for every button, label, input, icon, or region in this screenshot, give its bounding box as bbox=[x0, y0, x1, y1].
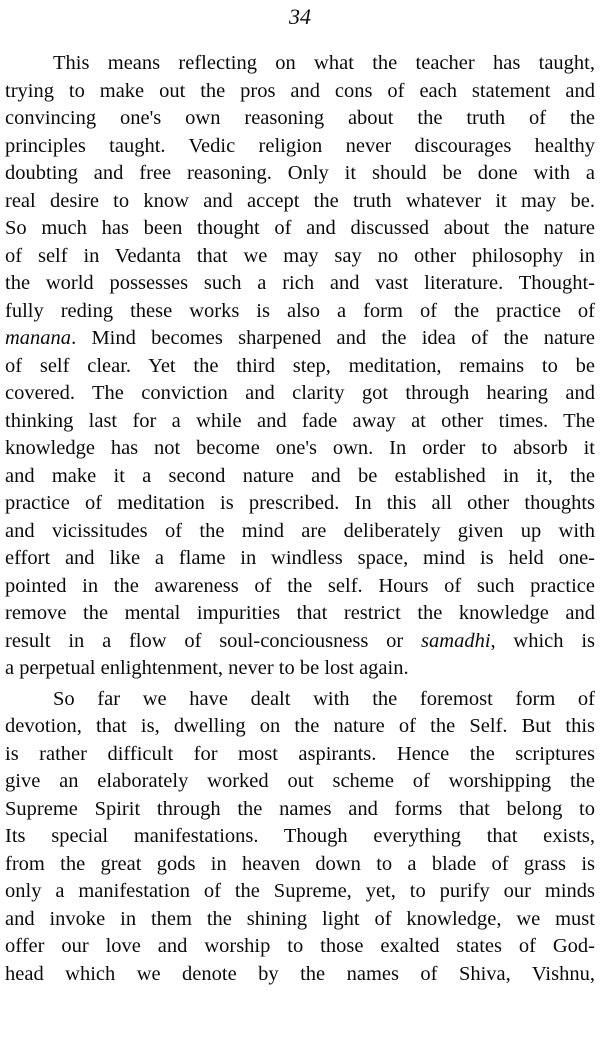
text-run: give an elaborately worked out scheme of worshipping the bbox=[5, 770, 595, 792]
text-run: result in a flow of soul-conciousness or bbox=[5, 629, 422, 652]
text-run: and vicissitudes of the mind are deliberately given up with bbox=[5, 519, 595, 542]
text-line bbox=[5, 133, 595, 161]
text-run: So far we have dealt with the foremost form of bbox=[53, 687, 595, 710]
text-run: Supreme Spirit through the names and forms that belong to bbox=[5, 797, 595, 820]
text-line bbox=[5, 823, 595, 851]
italic-term: manana bbox=[5, 327, 72, 349]
text-line bbox=[5, 325, 595, 353]
text-run: the world possesses such a rich and vast literature. Thought- bbox=[5, 272, 595, 294]
text-run: This means reflecting on what the teacher has taught, bbox=[53, 52, 595, 74]
paragraph bbox=[5, 686, 595, 989]
text-run: trying to make out the pros and cons of each statement and bbox=[5, 79, 595, 102]
text-run: knowledge has not become one's own. In order to absorb it bbox=[5, 437, 595, 459]
text-line bbox=[5, 628, 595, 656]
text-run: , which is bbox=[490, 629, 595, 652]
text-run: principles taught. Vedic religion never discourages healthy bbox=[5, 134, 595, 157]
text-line bbox=[5, 408, 595, 436]
text-run: and make it a second nature and be established in it, the bbox=[5, 464, 595, 487]
text-run: pointed in the awareness of the self. Hours of such practice bbox=[5, 574, 595, 597]
text-line bbox=[5, 435, 595, 463]
text-run: is rather difficult for most aspirants. Hence the scriptures bbox=[5, 742, 595, 765]
text-run: thinking last for a while and fade away at other times. The bbox=[5, 409, 595, 432]
text-line bbox=[5, 796, 595, 824]
text-run: real desire to know and accept the truth whatever it may be. bbox=[5, 189, 595, 212]
text-run: from the great gods in heaven down to a blade of grass is bbox=[5, 852, 595, 875]
text-line bbox=[5, 50, 595, 78]
text-run: fully reding these works is also a form of the practice of bbox=[5, 299, 595, 322]
text-line bbox=[5, 380, 595, 408]
text-line bbox=[5, 768, 595, 796]
text-run: . Mind becomes sharpened and the idea of the nature bbox=[71, 327, 595, 349]
text-line bbox=[5, 490, 595, 518]
text-line bbox=[5, 188, 595, 216]
text-line bbox=[5, 105, 595, 133]
text-line bbox=[5, 573, 595, 601]
text-line bbox=[5, 353, 595, 381]
italic-term: samadhi bbox=[421, 629, 491, 652]
text-run: of self in Vedanta that we may say no other philosophy in bbox=[5, 244, 595, 267]
text-line bbox=[5, 298, 595, 326]
text-run: devotion, that is, dwelling on the nature of the Self. But this bbox=[5, 715, 595, 737]
text-run: offer our love and worship to those exalted states of God- bbox=[5, 935, 595, 957]
text-line bbox=[5, 270, 595, 298]
text-run: Its special manifestations. Though everything that exists, bbox=[5, 825, 595, 847]
text-line bbox=[5, 518, 595, 546]
text-line bbox=[5, 600, 595, 628]
text-line bbox=[5, 851, 595, 879]
text-run: head which we denote by the names of Shiva, Vishnu, bbox=[5, 962, 595, 985]
paragraph bbox=[5, 50, 595, 683]
page-number: 34 bbox=[289, 4, 311, 29]
text-line bbox=[5, 686, 595, 714]
text-run: practice of meditation is prescribed. In this all other thoughts bbox=[5, 492, 595, 514]
text-line bbox=[5, 243, 595, 271]
text-line bbox=[5, 545, 595, 573]
text-run: covered. The conviction and clarity got through hearing and bbox=[5, 382, 595, 404]
text-run: So much has been thought of and discussed about the nature bbox=[5, 217, 595, 239]
text-run: effort and like a flame in windless space, mind is held one- bbox=[5, 547, 595, 569]
text-run: and invoke in them the shining light of knowledge, we must bbox=[5, 907, 595, 930]
text-run: remove the mental impurities that restrict the knowledge and bbox=[5, 602, 595, 624]
text-line bbox=[5, 713, 595, 741]
text-run: convincing one's own reasoning about the truth of the bbox=[5, 107, 595, 129]
text-run: doubting and free reasoning. Only it should be done with a bbox=[5, 162, 595, 184]
text-run: a perpetual enlightenment, never to be lost again. bbox=[5, 657, 409, 679]
text-line bbox=[5, 878, 595, 906]
body-text bbox=[5, 50, 595, 988]
text-line bbox=[5, 906, 595, 934]
text-line bbox=[5, 741, 595, 769]
text-line bbox=[5, 160, 595, 188]
text-run: only a manifestation of the Supreme, yet, to purify our minds bbox=[5, 880, 595, 902]
text-line bbox=[5, 961, 595, 989]
text-run: of self clear. Yet the third step, meditation, remains to be bbox=[5, 354, 595, 377]
text-line bbox=[5, 78, 595, 106]
text-line bbox=[5, 933, 595, 961]
text-line bbox=[5, 463, 595, 491]
text-line bbox=[5, 655, 595, 683]
text-line bbox=[5, 215, 595, 243]
